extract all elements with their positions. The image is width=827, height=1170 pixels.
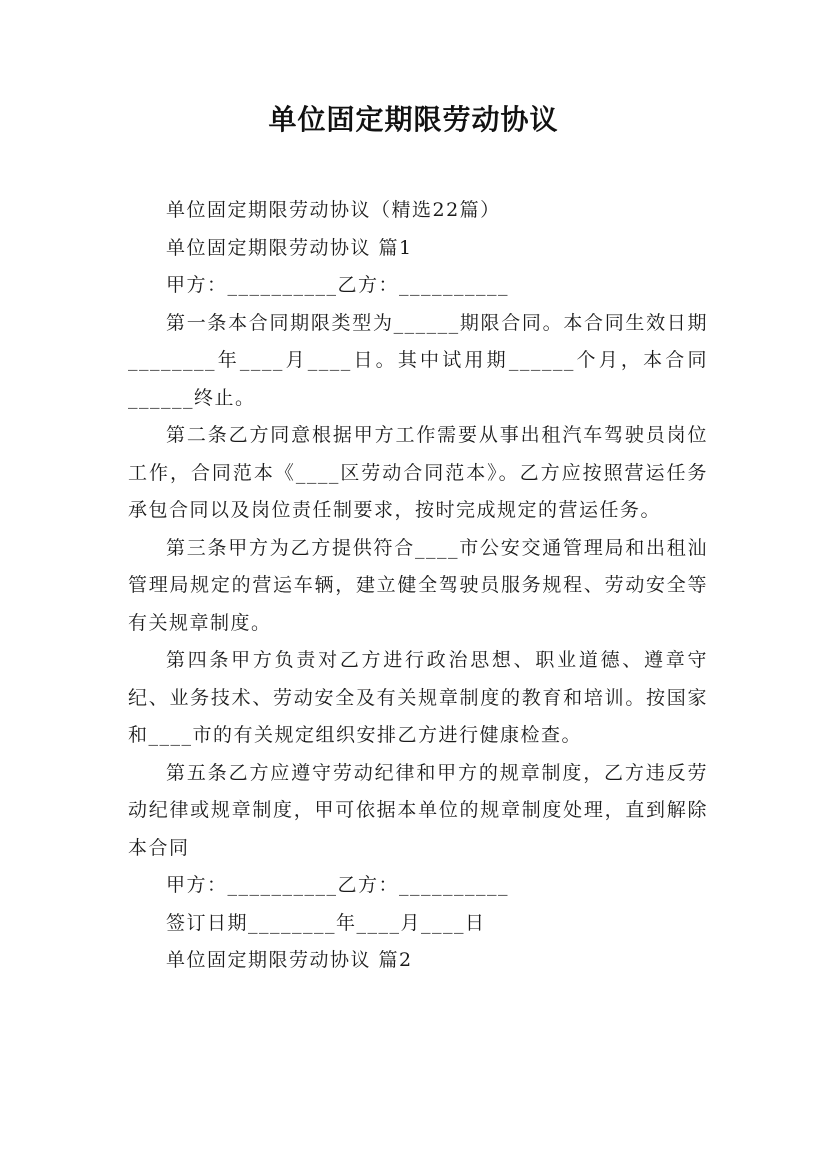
paragraph-subtitle: 单位固定期限劳动协议（精选22篇） bbox=[166, 199, 501, 221]
document-body bbox=[128, 192, 708, 980]
paragraph-article-5: 第五条乙方应遵守劳动纪律和甲方的规章制度，乙方违反劳动纪律或规章制度，甲可依据本单位的规章制度处理，直到解除本合同 bbox=[128, 761, 708, 859]
paragraph-article-2: 第二条乙方同意根据甲方工作需要从事出租汽车驾驶员岗位工作，合同范本《____区劳动合同范本》。乙方应按照营运任务承包合同以及岗位责任制要求，按时完成规定的营运任务。 bbox=[128, 424, 708, 521]
paragraph-parties: 甲方：__________乙方：__________ bbox=[166, 274, 510, 296]
paragraph-signing-date: 签订日期________年____月____日 bbox=[166, 911, 486, 934]
paragraph-article-3: 第三条甲方为乙方提供符合____市公安交通管理局和出租汕管理局规定的营运车辆，建立健全驾驶员服务规程、劳动安全等有关规章制度。 bbox=[128, 536, 708, 634]
paragraph-article-4: 第四条甲方负责对乙方进行政治思想、职业道德、遵章守纪、业务技术、劳动安全及有关规章制度的教育和培训。按国家和____市的有关规定组织安排乙方进行健康检查。 bbox=[128, 649, 708, 746]
paragraph-section-heading-2: 单位固定期限劳动协议 篇2 bbox=[166, 949, 413, 971]
paragraph-article-1: 第一条本合同期限类型为______期限合同。本合同生效日期________年____月____日。其中试用期______个月，本合同______终止。 bbox=[128, 311, 708, 409]
paragraph-section-heading: 单位固定期限劳动协议 篇1 bbox=[166, 236, 413, 259]
document-title: 单位固定期限劳动协议 bbox=[268, 103, 559, 136]
paragraph-parties-signature: 甲方：__________乙方：__________ bbox=[166, 874, 510, 896]
